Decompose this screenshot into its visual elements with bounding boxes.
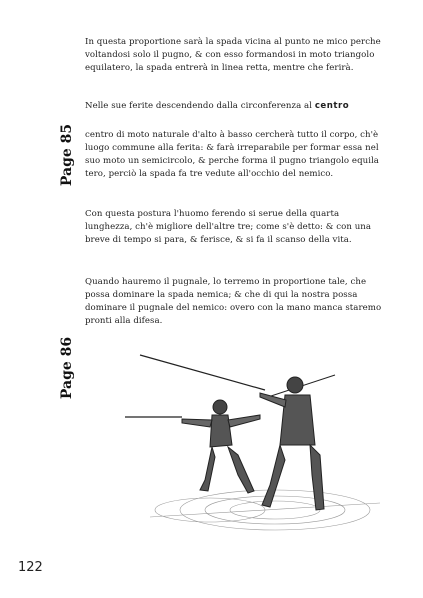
- paragraph-pugnale: Quando hauremo il pugnale, lo terremo in proportione tale, che possa dominare la spada nemica; & che di qui la nostra possa dominare il pugnale del nemico: overo con la mano manca staremo pronti alla difesa.: [85, 277, 382, 326]
- page-number: 122: [18, 560, 43, 575]
- margin-note-page-86: Page 86: [59, 336, 76, 400]
- paragraph-ferite-body: centro di moto naturale d'alto à basso cercherà tutto il corpo, ch'è luogo commune alla ferita: & farà irreparabile per formar essa nel suo moto un semicircolo, & perche forma il pugno triangolo equila tero, perciò la spada fa tre vedute all'occhio del nemico.: [85, 130, 379, 179]
- emphasis-centro: centro: [314, 101, 350, 111]
- margin-note-page-85: Page 85: [59, 123, 76, 187]
- fencing-illustration: [120, 345, 390, 535]
- paragraph-proportion: In questa proportione sarà la spada vicina al punto ne mico perche voltandosi solo il pugno, & con esso formandosi in moto triangolo equilatero, la spada entrerà in linea retta, mentre che ferirà.: [85, 37, 381, 73]
- paragraph-ferite-intro: [85, 100, 385, 113]
- paragraph-ferite-text: Nelle sue ferite descendendo dalla circonferenza al: [85, 101, 313, 111]
- paragraph-postura: Con questa postura l'huomo ferendo si serue della quarta lunghezza, ch'è migliore dell'altre tre; come s'è detto: & con una breve di tempo si para, & ferisce, & si fa il scanso della vita.: [85, 209, 372, 245]
- ground-circles: [150, 490, 380, 530]
- right-fencer: [140, 355, 335, 510]
- left-fencer: [125, 400, 260, 493]
